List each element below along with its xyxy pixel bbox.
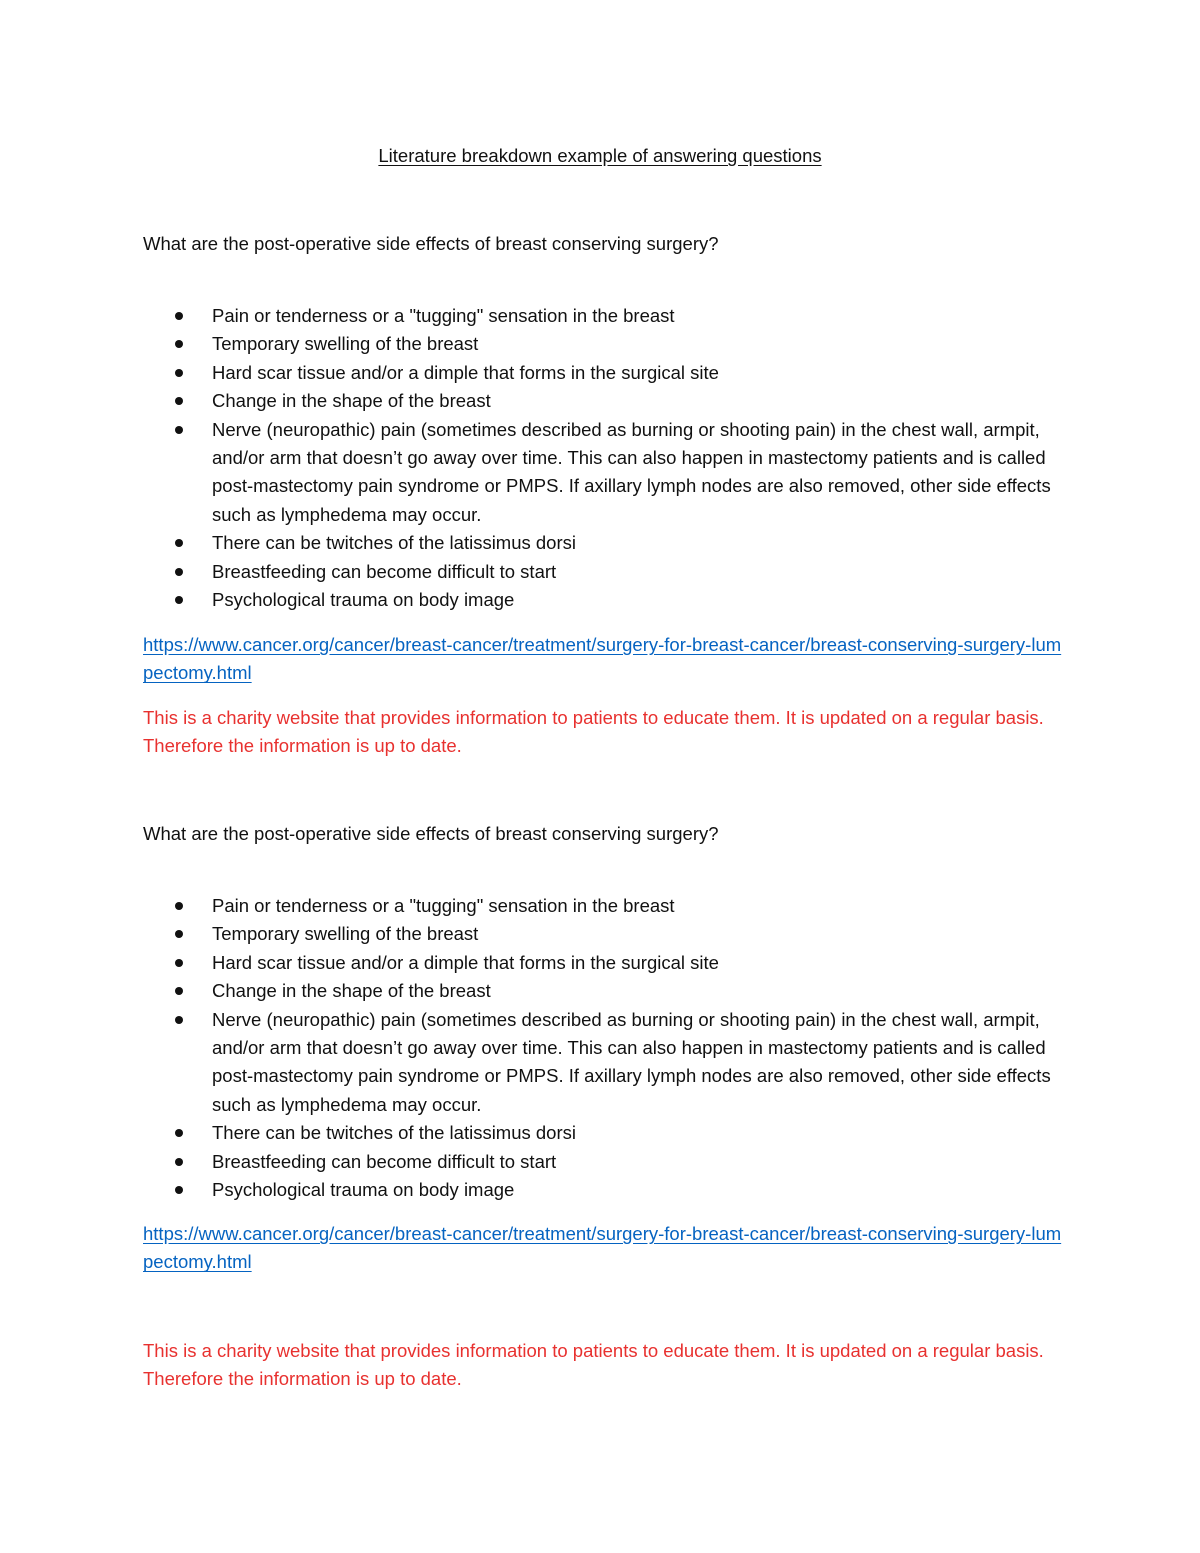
- document-title: Literature breakdown example of answering questions: [378, 145, 822, 166]
- bullet-icon: [175, 902, 183, 910]
- list-item: Change in the shape of the breast: [0, 977, 1072, 1005]
- bullet-icon: [175, 596, 183, 604]
- bullet-icon: [175, 539, 183, 547]
- side-effects-list-2: [0, 892, 1200, 1204]
- bullet-icon: [175, 568, 183, 576]
- bullet-icon: [175, 426, 183, 434]
- bullet-icon: [175, 987, 183, 995]
- list-item: Change in the shape of the breast: [0, 387, 1072, 415]
- bullet-icon: [175, 1016, 183, 1024]
- source-evaluation-note-2: This is a charity website that provides information to patients to educate them. It is updated on a regular basis. Therefore the information is up to date.: [143, 1340, 1044, 1390]
- list-item: Hard scar tissue and/or a dimple that forms in the surgical site: [0, 359, 1072, 387]
- question-1: What are the post-operative side effects of breast conserving surgery?: [143, 233, 719, 254]
- side-effects-list-1: [0, 302, 1200, 614]
- question-2: What are the post-operative side effects of breast conserving surgery?: [143, 823, 719, 844]
- list-item: Breastfeeding can become difficult to start: [0, 558, 1072, 586]
- list-item: Breastfeeding can become difficult to start: [0, 1148, 1072, 1176]
- bullet-icon: [175, 959, 183, 967]
- source-link-1[interactable]: https://www.cancer.org/cancer/breast-cancer/treatment/surgery-for-breast-cancer/breast-conserving-surgery-lumpectomy.html: [143, 634, 1062, 684]
- source-link-2[interactable]: https://www.cancer.org/cancer/breast-cancer/treatment/surgery-for-breast-cancer/breast-conserving-surgery-lumpectomy.html: [143, 1223, 1062, 1273]
- list-item: Pain or tenderness or a "tugging" sensation in the breast: [0, 302, 1072, 330]
- bullet-icon: [175, 340, 183, 348]
- bullet-icon: [175, 312, 183, 320]
- bullet-icon: [175, 369, 183, 377]
- list-item: Psychological trauma on body image: [0, 586, 1072, 614]
- bullet-icon: [175, 1129, 183, 1137]
- list-item: Temporary swelling of the breast: [0, 920, 1072, 948]
- list-item: There can be twitches of the latissimus dorsi: [0, 529, 1072, 557]
- list-item: Nerve (neuropathic) pain (sometimes described as burning or shooting pain) in the chest wall, armpit, and/or arm that doesn’t go away over time. This can also happen in mastectomy patients and is called post-mastectomy pain syndrome or PMPS. If axillary lymph nodes are also removed, other side effects such as lymphedema may occur.: [0, 416, 1072, 530]
- bullet-icon: [175, 930, 183, 938]
- bullet-icon: [175, 1186, 183, 1194]
- list-item: Pain or tenderness or a "tugging" sensation in the breast: [0, 892, 1072, 920]
- list-item: Temporary swelling of the breast: [0, 330, 1072, 358]
- list-item: Nerve (neuropathic) pain (sometimes described as burning or shooting pain) in the chest wall, armpit, and/or arm that doesn’t go away over time. This can also happen in mastectomy patients and is called post-mastectomy pain syndrome or PMPS. If axillary lymph nodes are also removed, other side effects such as lymphedema may occur.: [0, 1006, 1072, 1120]
- list-item: Hard scar tissue and/or a dimple that forms in the surgical site: [0, 949, 1072, 977]
- list-item: There can be twitches of the latissimus dorsi: [0, 1119, 1072, 1147]
- bullet-icon: [175, 397, 183, 405]
- source-evaluation-note-1: This is a charity website that provides information to patients to educate them. It is updated on a regular basis. Therefore the information is up to date.: [143, 707, 1044, 757]
- list-item: Psychological trauma on body image: [0, 1176, 1072, 1204]
- bullet-icon: [175, 1158, 183, 1166]
